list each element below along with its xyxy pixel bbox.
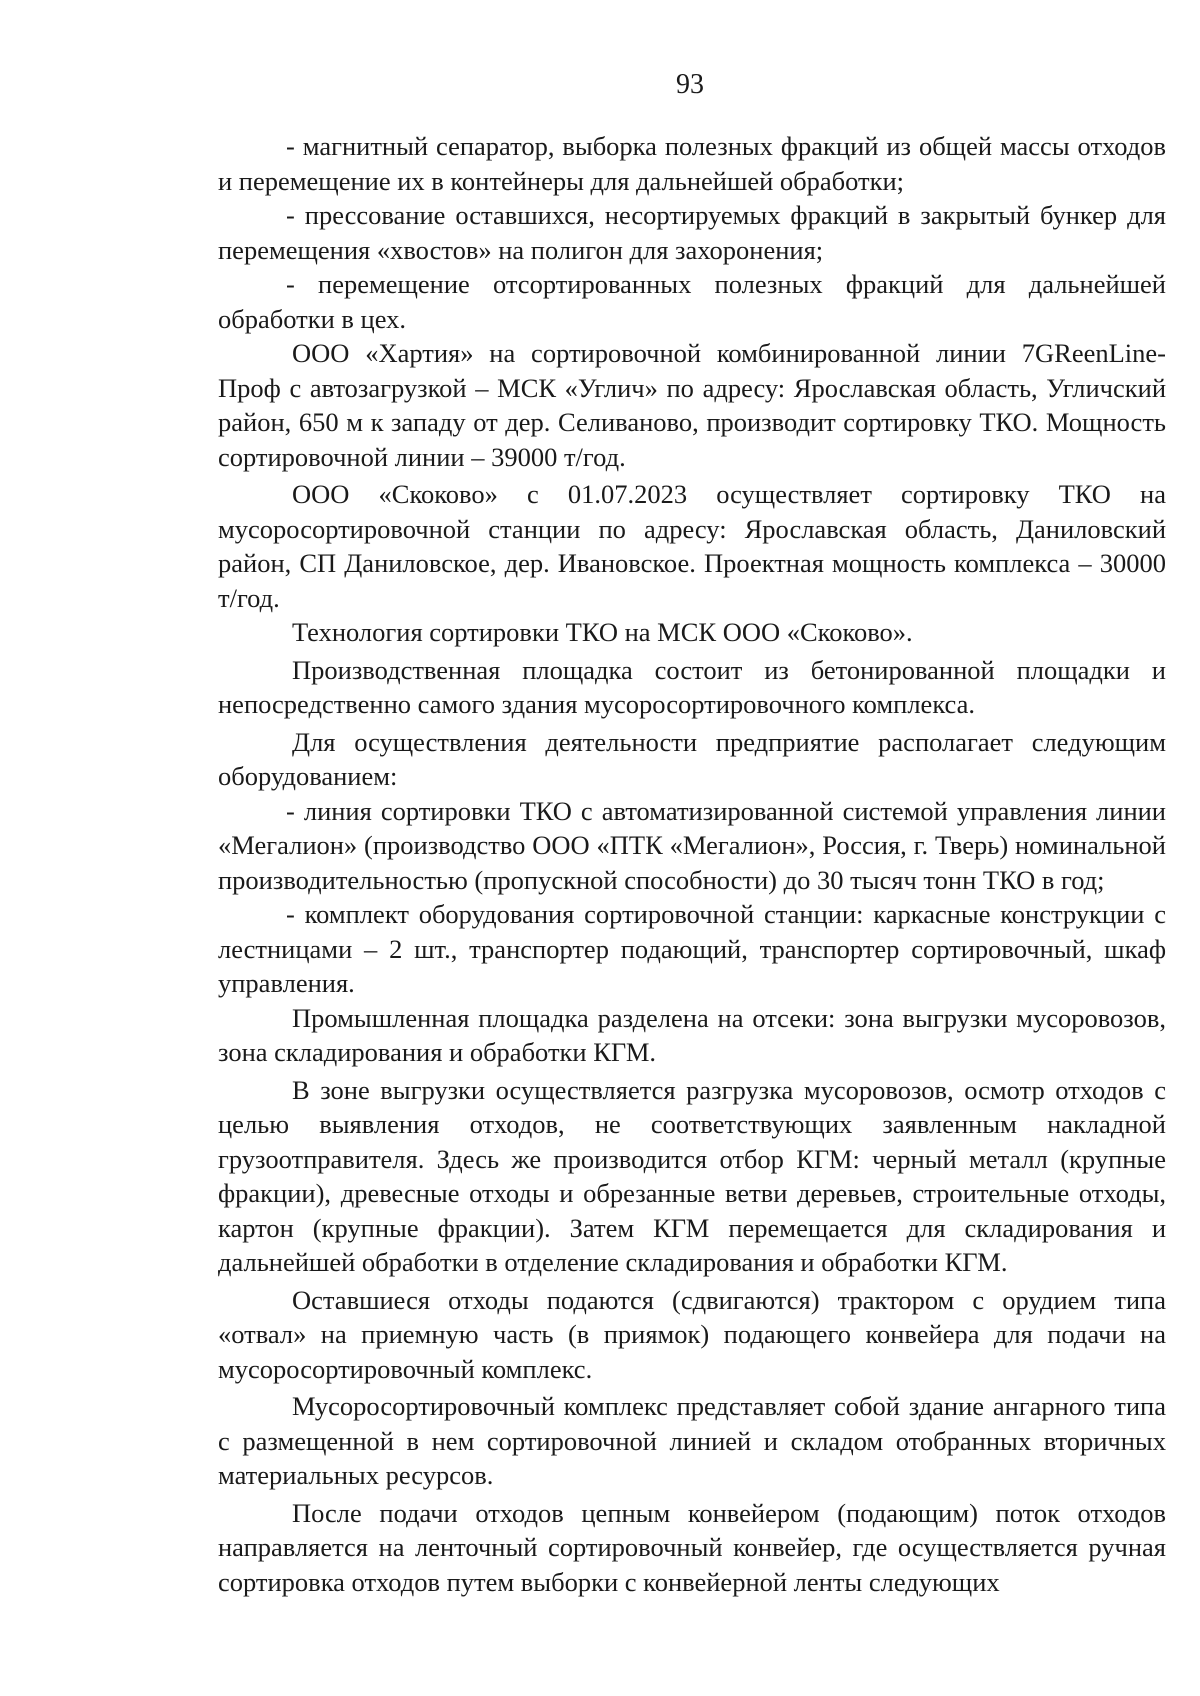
paragraph: Промышленная площадка разделена на отсеки: зона выгрузки мусоровозов, зона складирования и обработки КГМ. [218, 1002, 1166, 1067]
paragraph: Оставшиеся отходы подаются (сдвигаются) трактором с орудием типа «отвал» на приемную часть (в приямок) подающего конвейера для подачи на мусоросортировочный комплекс. [218, 1284, 1166, 1384]
list-item: - прессование оставшихся, несортируемых фракций в закрытый бункер для перемещения «хвостов» на полигон для захоронения; [218, 200, 1166, 265]
list-item: - перемещение отсортированных полезных фракций для дальнейшей обработки в цех. [218, 269, 1166, 334]
paragraph: ООО «Хартия» на сортировочной комбинированной линии 7GReenLine-Проф с автозагрузкой – МСК «Углич» по адресу: Ярославская область, Угличский район, 650 м к западу от дер. Селиваново, производит сортировку ТКО. Мощность сортировочной линии – 39000 т/год. [218, 338, 1166, 472]
list-item: - магнитный сепаратор, выборка полезных фракций из общей массы отходов и перемещение их в контейнеры для дальнейшей обработки; [218, 131, 1166, 196]
list-item: - линия сортировки ТКО с автоматизированной системой управления линии «Мегалион» (производство ООО «ПТК «Мегалион», Россия, г. Тверь) номинальной производительностью (пропускной способности) до 30 тысяч тонн ТКО в год; [218, 795, 1166, 895]
paragraph: Для осуществления деятельности предприятие располагает следующим оборудованием: [218, 726, 1166, 791]
page-number: 93 [676, 69, 704, 100]
paragraph: Технология сортировки ТКО на МСК ООО «Скоково». [292, 617, 913, 647]
paragraph: Мусоросортировочный комплекс представляет собой здание ангарного типа с размещенной в нем сортировочной линией и складом отобранных вторичных материальных ресурсов. [218, 1391, 1166, 1490]
list-item: - комплект оборудования сортировочной станции: каркасные конструкции с лестницами – 2 шт., транспортер подающий, транспортер сортировочный, шкаф управления. [218, 899, 1166, 998]
paragraph: Производственная площадка состоит из бетонированной площадки и непосредственно самого здания мусоросортировочного комплекса. [218, 654, 1166, 719]
document-body [218, 129, 1166, 1599]
paragraph: ООО «Скоково» с 01.07.2023 осуществляет сортировку ТКО на мусоросортировочной станции по адресу: Ярославская область, Даниловский район, СП Даниловское, дер. Ивановское. Проектная мощность комплекса – 30000 т/год. [218, 479, 1166, 613]
paragraph: После подачи отходов цепным конвейером (подающим) поток отходов направляется на ленточный сортировочный конвейер, где осуществляется ручная сортировка отходов путем выборки с конвейерной ленты следующих [218, 1497, 1166, 1597]
paragraph: В зоне выгрузки осуществляется разгрузка мусоровозов, осмотр отходов с целью выявления отходов, не соответствующих заявленным накладной грузоотправителя. Здесь же производится отбор КГМ: черный металл (крупные фракции), древесные отходы и обрезанные ветви деревьев, строительные отходы, картон (крупные фракции). Затем КГМ перемещается для складирования и дальнейшей обработки в отделение складирования и обработки КГМ. [218, 1074, 1166, 1277]
